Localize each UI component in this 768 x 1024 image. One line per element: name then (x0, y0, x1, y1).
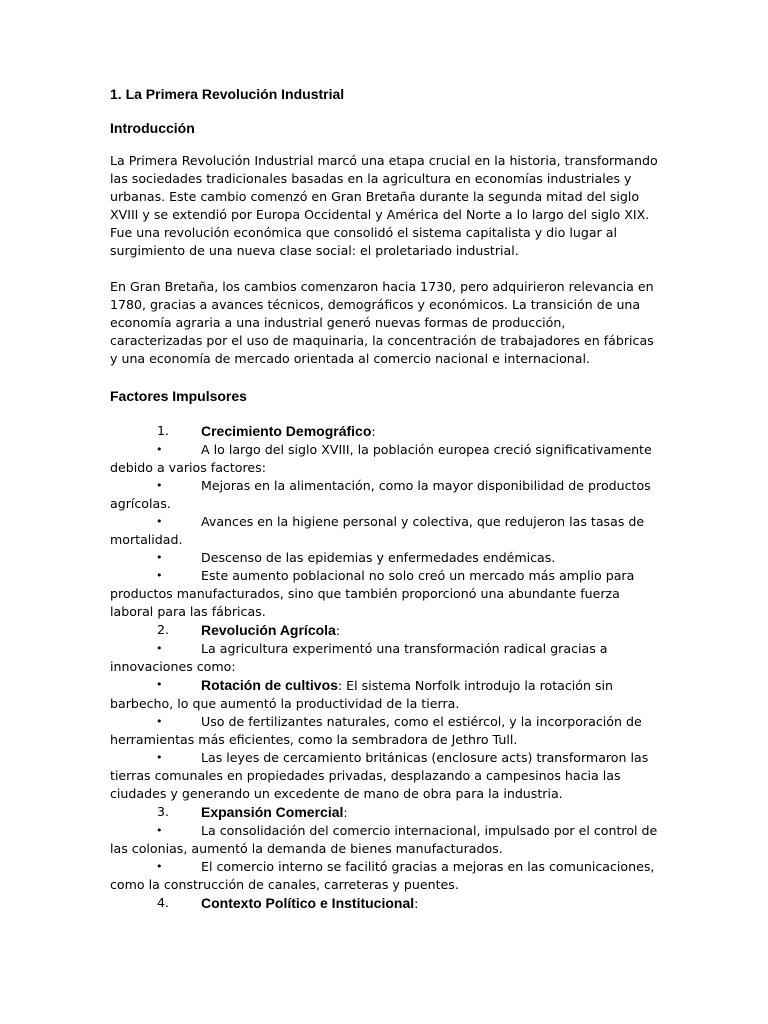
bullet-glyph: • (156, 860, 163, 873)
factors-list (110, 422, 658, 913)
bullet-glyph: • (156, 642, 163, 655)
bullet-glyph: • (156, 443, 163, 456)
bullet-text: Este aumento poblacional no solo creó un mercado más amplio para productos manufacturados, sino que también proporcionó una abundante fuerza laboral para las fábricas. (110, 568, 635, 619)
factor-title-suffix: : (343, 805, 348, 820)
factor-title: Crecimiento Demográfico (201, 423, 372, 439)
intro-heading: Introducción (110, 120, 195, 136)
factor-title: Revolución Agrícola (201, 622, 336, 638)
bullet-text: Las leyes de cercamiento británicas (enclosure acts) transformaron las tierras comunales en propiedades privadas, desplazando a campesinos hacia las ciudades y generando un excedente de mano de obra para la industria. (110, 750, 649, 801)
bullet-glyph: • (156, 551, 163, 564)
bullet-item (110, 676, 658, 713)
bullet-glyph: • (156, 824, 163, 837)
bullet-item (110, 822, 658, 858)
paragraph: En Gran Bretaña, los cambios comenzaron hacia 1730, pero adquirieron relevancia en 1780, gracias a avances técnicos, demográficos y económicos. La transición de una economía agraria a una industrial generó nuevas formas de producción, caracterizadas por el uso de maquinaria, la concentración de trabajadores en fábricas y una economía de mercado orientada al comercio nacional e internacional. (110, 279, 654, 366)
bullet-text: A lo largo del siglo XVIII, la población europea creció significativamente debido a varios factores: (110, 442, 652, 475)
factor-item (110, 803, 658, 822)
bullet-item (110, 640, 658, 676)
factor-item (110, 894, 658, 913)
bullet-glyph: • (156, 569, 163, 582)
bullet-item (110, 477, 658, 513)
bullet-text: : El sistema Norfolk introdujo la rotación sin barbecho, lo que aumentó la productividad de la tierra. (110, 678, 614, 711)
factor-title-suffix: : (371, 424, 376, 439)
factor-number: 4. (157, 895, 170, 910)
bullet-glyph: • (156, 751, 163, 764)
bullet-glyph: • (156, 479, 163, 492)
bullet-text: Descenso de las epidemias y enfermedades endémicas. (201, 550, 556, 565)
bullet-glyph: • (156, 678, 163, 691)
factor-number: 2. (157, 622, 170, 637)
factor-title-suffix: : (414, 896, 419, 911)
bullet-glyph: • (156, 515, 163, 528)
bullet-item (110, 713, 658, 749)
bullet-item (110, 513, 658, 549)
paragraph: La Primera Revolución Industrial marcó una etapa crucial en la historia, transformando las sociedades tradicionales basadas en la agricultura en economías industriales y urbanas. Este cambio comenzó en Gran Bretaña durante la segunda mitad del siglo XVIII y se extendió por Europa Occidental y América del Norte a lo largo del siglo XIX. Fue una revolución económica que consolidó el sistema capitalista y dio lugar al surgimiento de una nueva clase social: el proletariado industrial. (110, 153, 658, 258)
bullet-item (110, 441, 658, 477)
factor-number: 3. (157, 804, 170, 819)
bullet-text: La agricultura experimentó una transformación radical gracias a innovaciones como: (110, 641, 608, 674)
document-body (110, 84, 658, 913)
factors-heading: Factores Impulsores (110, 388, 247, 404)
factor-number: 1. (157, 423, 170, 438)
bullet-text: Avances en la higiene personal y colectiva, que redujeron las tasas de mortalidad. (110, 514, 645, 547)
factor-title: Expansión Comercial (201, 804, 344, 820)
bullet-item (110, 858, 658, 894)
factor-item (110, 621, 658, 640)
bullet-text: La consolidación del comercio internacional, impulsado por el control de las colonias, aumentó la demanda de bienes manufacturados. (110, 823, 658, 856)
bullet-item (110, 749, 658, 803)
bullet-text: El comercio interno se facilitó gracias a mejoras en las comunicaciones, como la construcción de canales, carreteras y puentes. (110, 859, 655, 892)
bullet-glyph: • (156, 715, 163, 728)
factor-title: Contexto Político e Institucional (201, 895, 415, 911)
factor-item (110, 422, 658, 441)
bullet-item (110, 549, 658, 567)
bullet-item (110, 567, 658, 621)
document-title: 1. La Primera Revolución Industrial (110, 86, 345, 102)
bullet-bold-term: Rotación de cultivos (201, 677, 338, 693)
bullet-text: Uso de fertilizantes naturales, como el estiércol, y la incorporación de herramientas más eficientes, como la sembradora de Jethro Tull. (110, 714, 642, 747)
factor-title-suffix: : (335, 623, 341, 638)
bullet-text: Mejoras en la alimentación, como la mayor disponibilidad de productos agrícolas. (110, 478, 651, 511)
